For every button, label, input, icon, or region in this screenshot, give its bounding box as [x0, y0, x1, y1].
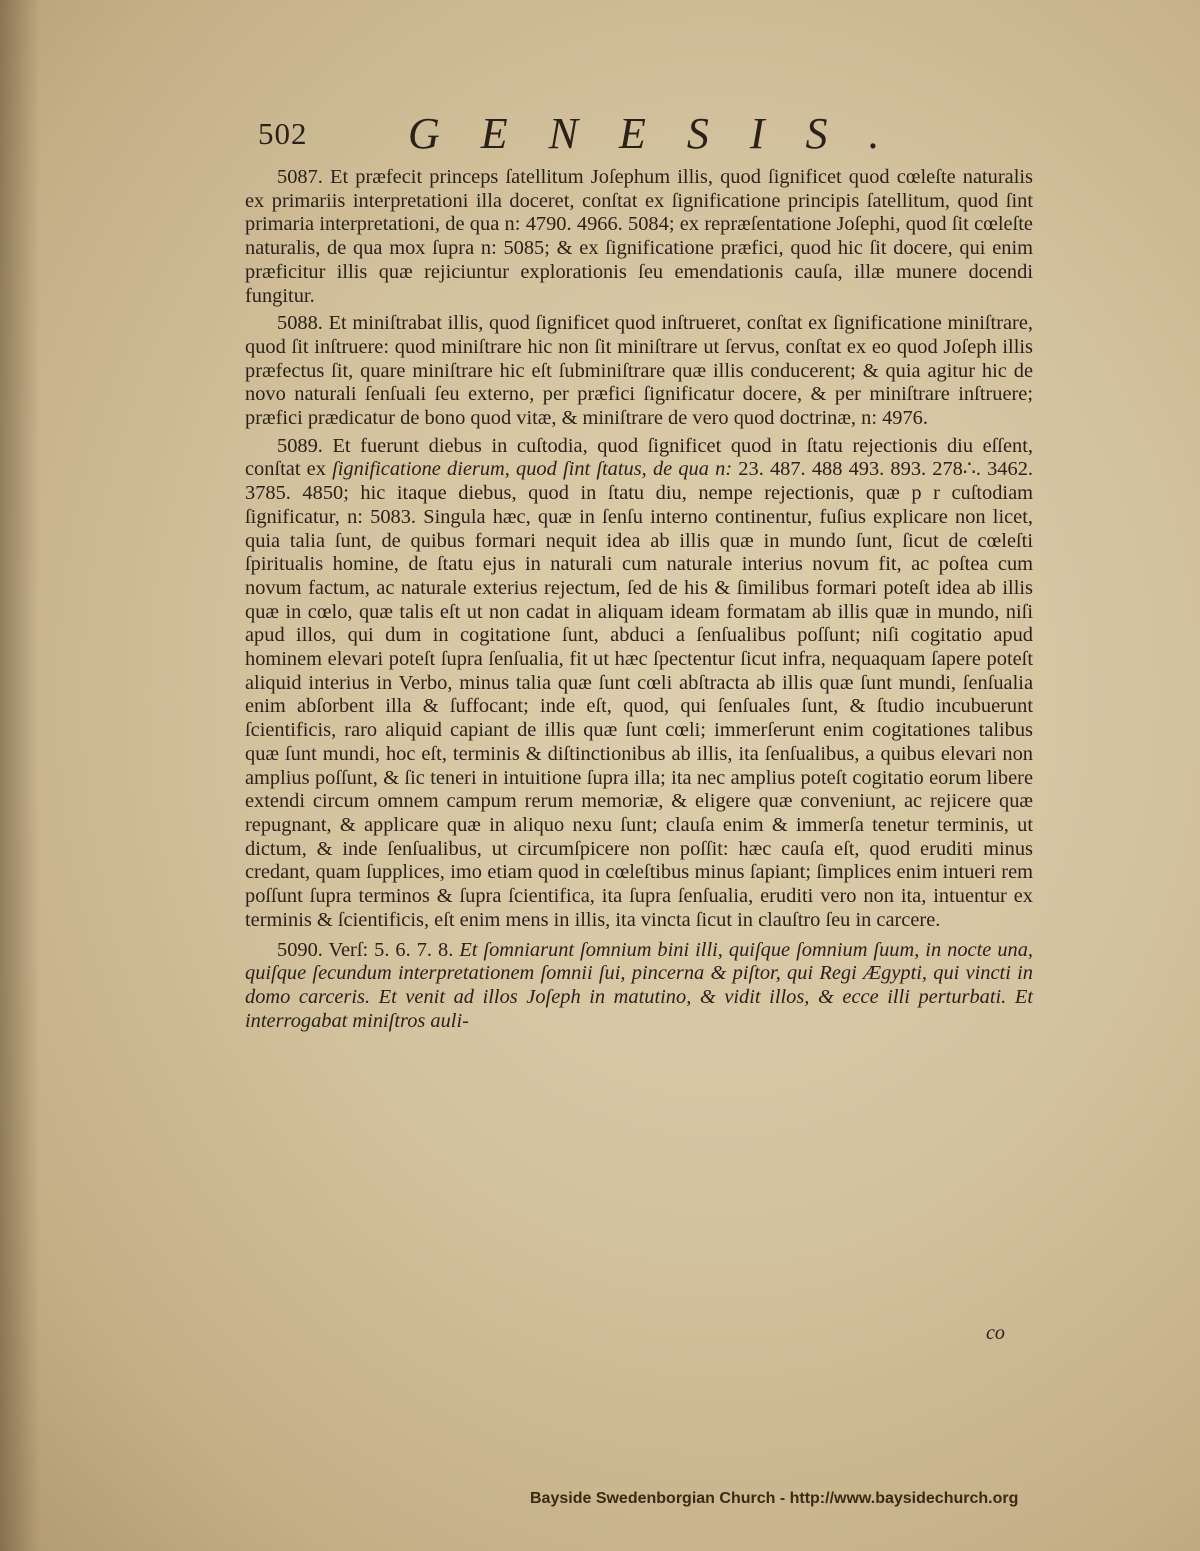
paragraph-5090 [245, 939, 1033, 1034]
footer-credit: Bayside Swedenborgian Church - http://www.baysidechurch.org [530, 1490, 1019, 1507]
paragraph-5089-rest: 23. 487. 488 493. 893. 278∴. 3462. 3785. 4850; hic itaque diebus, quod in ſtatu diu, nempe rejectionis, quæ p r cuſtodiam ſignificatur, n: 5083. Singula hæc, quæ in ſenſu interno continentur, fuſius explicare non licet, quia talia ſunt, de quibus formari nequit idea ab illis quæ in mundo ſunt, ſicut de cœleſti ſpiritualis homine, de ſtatu ejus in naturali cum naturale interius novum fit, ac poſtea cum novum factum, ac naturale exterius rejectum, ſed de his & ſimilibus formari poteſt idea ab illis quæ in cœlo, quæ talis eſt ut non cadat in aliquam ideam formatam ab illis quæ in mundo, niſi apud illos, qui dum in cogitatione ſunt, abduci a ſenſualibus poſſunt; niſi cogitatio apud hominem elevari poteſt ſupra ſenſualia, fit ut hæc ſpectentur ſicut infra, nequaquam ſapere poteſt aliquid interius in Verbo, minus talia quæ ſunt cœli abſtracta ab illis quæ ſunt mundi, ſenſualia enim abſorbent illa & ſuffocant; inde eſt, quod, qui ſenſuales ſunt, & ſtudio incubuerunt ſcientificis, raro aliquid capiant de illis quæ ſunt cœli; immerſerunt enim cogitationes talibus quæ ſunt mundi, hoc eſt, terminis & diſtinctionibus ab illis, ita ſenſualibus, a quibus elevari non amplius poſſunt, & ſic teneri in intuitione ſupra illa; ita nec amplius poteſt cogitatio eorum libere extendi circum omnem campum rerum memoriæ, & eligere quæ conveniunt, ac rejicere quæ repugnant, & applicare quæ in aliquo nexu ſunt; clauſa enim & immerſa tenetur terminis, ut dictum, & inde ſenſualibus, ut circumſpicere non poſſit: hæc cauſa eſt, quod eruditi minus credant, quam ſupplices, imo etiam quod in cœleſtibus minus ſapiant; ſimplices enim intueri rem poſſunt ſupra terminos & ſupra ſcientifica, ita ſupra ſenſualia, eruditi vero non ita, intuentur ex terminis & ſcientificis, eſt enim mens in illis, ita vincta ſicut in clauſtro ſeu in carcere. [245, 458, 1033, 931]
running-title: GENESIS. [408, 109, 921, 158]
paragraph-5088: 5088. Et miniſtrabat illis, quod ſignificet quod inſtrueret, conſtat ex ſignificatione miniſtrare, quod ſit inſtruere: quod miniſtrare hic non ſit miniſtrare ut ſervus, conſtat ex eo quod Joſeph illis præfectus ſit, quare miniſtrare hic eſt ſubminiſtrare quæ illis conducerent; & quia agitur hic de novo naturali ſenſuali ſeu externo, per præfici ſignificatur docere, & per miniſtrare inſtruere; præfici prædicatur de bono quod vitæ, & miniſtrare de vero quod doctrinæ, n: 4976. [245, 312, 1033, 430]
page-header [258, 108, 958, 158]
body-text [245, 166, 1033, 1037]
paragraph-5089 [245, 435, 1033, 933]
paragraph-5090-italic: Et ſomniarunt ſomnium bini illi, quiſque ſomnium ſuum, in nocte una, quiſque ſecundum interpretationem ſomnii ſui, pincerna & piſtor, qui Regi Ægypti, qui vincti in domo carceris. Et venit ad illos Joſeph in matutino, & vidit illos, & ecce illi perturbati. Et interrogabat miniſtros auli- [245, 938, 1034, 1032]
paragraph-5090-start: 5090. Verſ: 5. 6. 7. 8. [277, 938, 460, 961]
page-number: 502 [258, 116, 308, 151]
paragraph-5089-italic: ſignificatione dierum, quod ſint ſtatus, de qua n: [332, 458, 733, 481]
paragraph-5089-start: 5089. Et fuerunt diebus in cuſtodia, quod ſignificet quod in ſtatu rejectionis diu eſſent, conſtat ex [245, 434, 1033, 481]
page-gutter-shadow [0, 0, 40, 1551]
paragraph-5087: 5087. Et præfecit princeps ſatellitum Joſephum illis, quod ſignificet quod cœleſte naturalis ex primariis interpretationi illa doceret, conſtat ex ſignificatione principis ſatellitum, quod ſint primaria interpretationi, de qua n: 4790. 4966. 5084; ex repræſentatione Joſephi, quod ſit cœleſte naturalis, de qua mox ſupra n: 5085; & ex ſignificatione præfici, quod hic ſit docere, qui enim præficitur illis quæ rejiciuntur explorationis ſeu emendationis cauſa, illæ munere docendi fungitur. [245, 166, 1033, 307]
catchword: co [986, 1322, 1005, 1344]
